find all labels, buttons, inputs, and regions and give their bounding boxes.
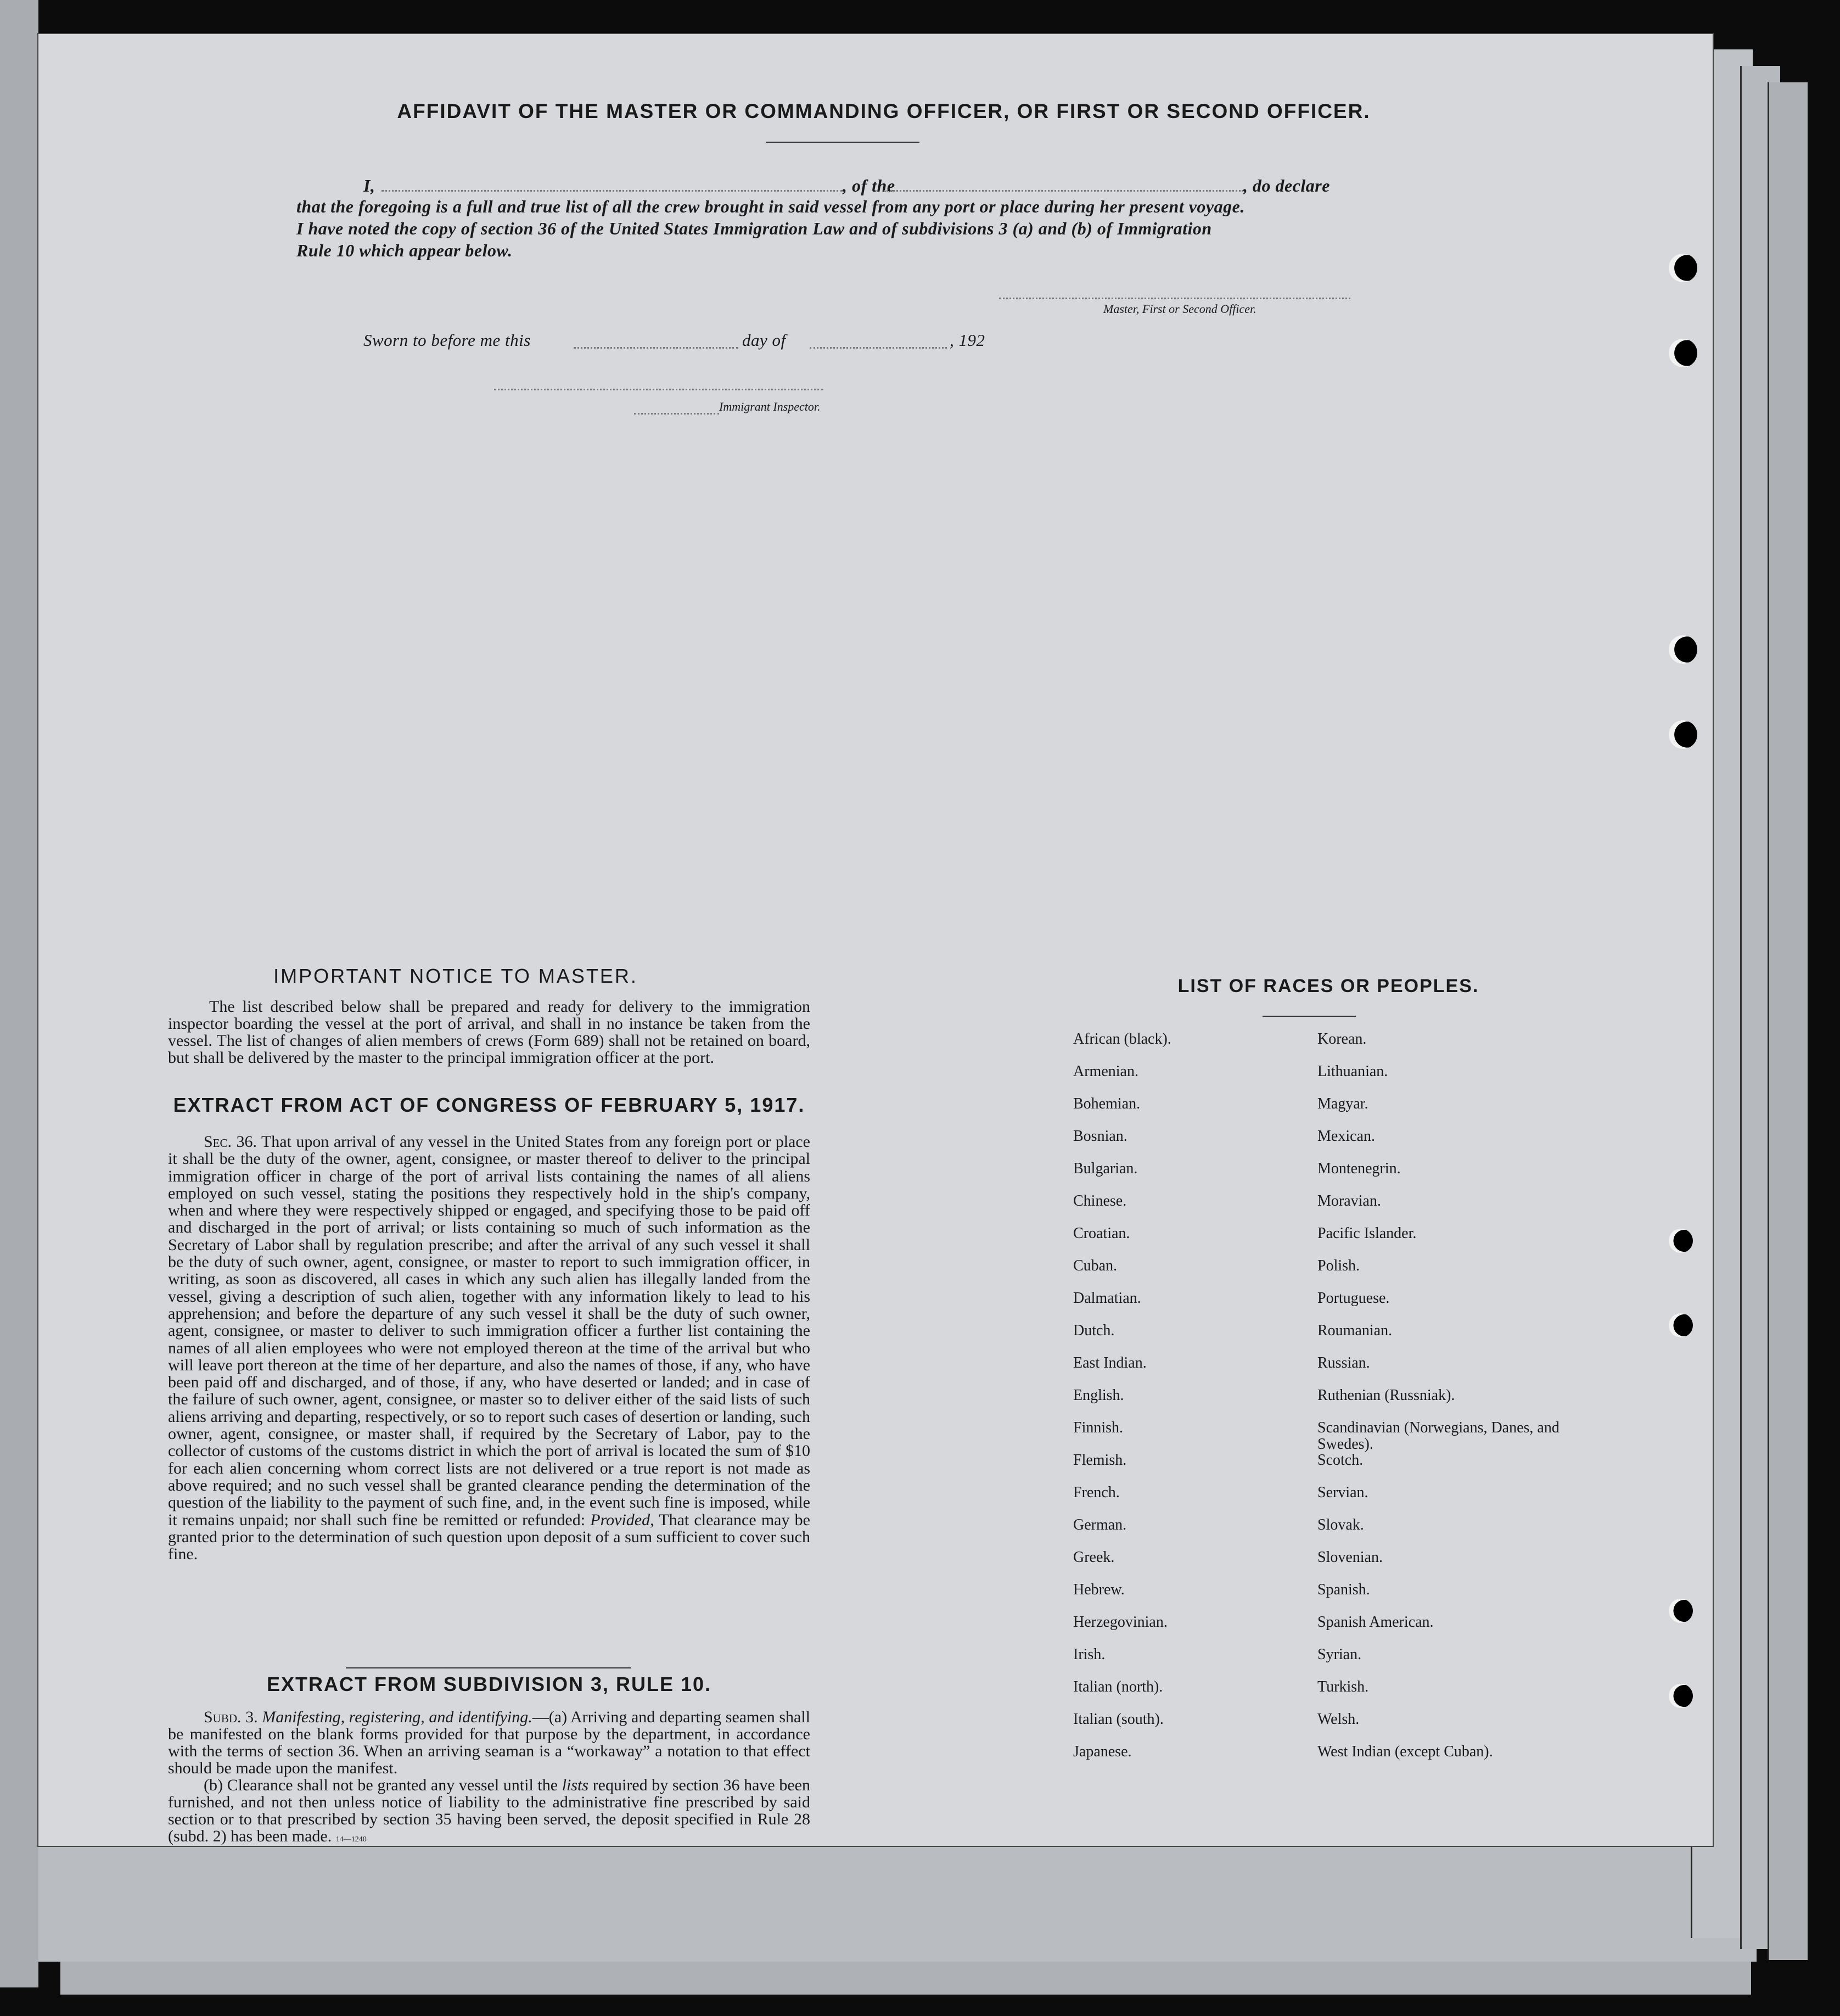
underlying-page-bottom-edge: [38, 1834, 1757, 1962]
affidavit-declare-label: , do declare: [1243, 176, 1330, 195]
race-item: Finnish.: [1073, 1419, 1124, 1436]
race-item: Syrian.: [1317, 1646, 1362, 1663]
races-title-rule: [1263, 1016, 1356, 1017]
race-item: Greek.: [1073, 1549, 1115, 1566]
race-item: Slovak.: [1317, 1516, 1364, 1533]
race-item: Bosnian.: [1073, 1128, 1127, 1145]
underlying-page-right-3: [1768, 82, 1808, 1960]
race-item: Chinese.: [1073, 1192, 1127, 1209]
race-item: Italian (north).: [1073, 1678, 1163, 1695]
sworn-month-blank[interactable]: [810, 347, 947, 349]
binder-hole: [1669, 1599, 1693, 1623]
section-36-body: That upon arrival of any vessel in the United States from any foreign port or place it shall be the duty of the owner, agent, consignee, or master thereof to deliver to the principal immigration officer in charge of the port of arrival lists containing the names of all aliens employed on such vessel, stating the positions they respectively hold in the ship's company, when and where they were respectively shipped or engaged, and specifying those to be paid off and discharged in the port of arrival; or lists containing so much of such information as the Secretary of Labor shall by regulation prescribe; and after the arrival of any such vessel it shall be the duty of such owner, agent, consignee, or master to report to such immigration officer, in writing, as soon as discovered, all cases in which any such alien has illegally landed from the vessel, giving a description of such alien, together with any information likely to lead to his apprehension; and before the departure of any such vessel it shall be the duty of such owner, agent, consignee, or master to deliver to such immigration officer a further list containing the names of all alien employees who were not employed thereon at the time of the arrival but who will leave port thereon at the time of her departure, and also the names of those, if any, who have been paid off and discharged, and of those, if any, who have deserted or landed; and in case of the failure of such owner, agent, consignee, or master so to deliver either of the said lists of such aliens arriving and departing, respectively, or so to report such cases of desertion or landing, such owner, agent, consignee, or master shall, if required by the Secretary of Labor, pay to the collector of customs of the customs district in which the port of arrival is located the sum of $10 for each alien concerning whom correct lists are not delivered or a true report is not made as above required; and no such vessel shall be granted clearance pending the determination of the question of the liability to the payment of such fine, and, in the event such fine is imposed, while it remains unpaid; nor shall such fine be remitted or refunded:: [168, 1133, 810, 1529]
race-item: Bohemian.: [1073, 1095, 1141, 1112]
race-item: Russian.: [1317, 1354, 1370, 1371]
race-item: Roumanian.: [1317, 1322, 1393, 1339]
race-item: West Indian (except Cuban).: [1317, 1743, 1493, 1760]
race-item: Bulgarian.: [1073, 1160, 1138, 1177]
race-item: Servian.: [1317, 1484, 1368, 1501]
race-item: Ruthenian (Russniak).: [1317, 1387, 1455, 1404]
affidavit-of-the-label: , of the: [843, 176, 895, 195]
provided-label: Provided,: [590, 1510, 654, 1529]
race-item: Korean.: [1317, 1031, 1367, 1048]
race-item: Japanese.: [1073, 1743, 1132, 1760]
binder-hole: [1669, 339, 1697, 367]
subd-label: Subd. 3.: [204, 1708, 258, 1726]
affidavit-i-label: I,: [363, 176, 375, 195]
subd-para-b-lists: lists: [562, 1776, 589, 1794]
affidavit-line-3: I have noted the copy of section 36 of the United States Immigration Law and of subdivisions 3 (a) and (b) of Immigration: [296, 219, 1212, 238]
master-signature-line[interactable]: [999, 298, 1350, 299]
inspector-label: Immigrant Inspector.: [719, 400, 821, 413]
race-item: Hebrew.: [1073, 1581, 1125, 1598]
name-blank[interactable]: [382, 190, 843, 192]
vessel-blank[interactable]: [884, 190, 1243, 192]
race-item: Irish.: [1073, 1646, 1106, 1663]
binder-hole: [1669, 1684, 1693, 1708]
race-item: Turkish.: [1317, 1678, 1369, 1695]
extract-act-title: EXTRACT FROM ACT OF CONGRESS OF FEBRUARY 5, 1917.: [173, 1094, 805, 1116]
race-item: Moravian.: [1317, 1192, 1381, 1209]
extract-rule-divider: [346, 1667, 631, 1668]
inspector-signature-line[interactable]: [494, 389, 823, 390]
race-item: Dutch.: [1073, 1322, 1115, 1339]
race-item: Polish.: [1317, 1257, 1360, 1274]
subd-para-a: —(a) Arriving and departing seamen shall be manifested on the blank forms provided for that purpose by the department, in accordance with the terms of section 36. When an arriving seaman is a “workaway” a notation to that effect should be made upon the manifest.: [168, 1708, 810, 1777]
section-36-text: [168, 1133, 810, 1563]
race-item: Portuguese.: [1317, 1290, 1390, 1307]
races-left-column: [1073, 1031, 1293, 1776]
race-item: English.: [1073, 1387, 1124, 1404]
sworn-day-blank[interactable]: [574, 347, 738, 349]
binder-hole: [1669, 720, 1697, 749]
underlying-page-left: [0, 0, 38, 1987]
race-item: Magyar.: [1317, 1095, 1368, 1112]
notice-body: The list described below shall be prepared and ready for delivery to the immigration inspector boarding the vessel at the port of arrival, and shall in no instance be taken from the vessel. The list of changes of alien members of crews (Form 689) shall not be retained on board, but shall be delivered by the master to the principal immigration officer at the port.: [168, 998, 810, 1067]
subd-para-b-start: (b) Clearance shall not be granted any vessel until the: [204, 1776, 558, 1794]
race-item: Welsh.: [1317, 1711, 1360, 1728]
race-item: Slovenian.: [1317, 1549, 1383, 1566]
race-item: Dalmatian.: [1073, 1290, 1141, 1307]
notice-title: IMPORTANT NOTICE TO MASTER.: [273, 965, 638, 987]
subd-para-b-end: required by section 36 have been furnished, and not then unless notice of liability to the administrative fine prescribed by said section or to that prescribed by section 35 having been served, the deposit specified in Rule 28 (subd. 2) has been made.: [168, 1776, 810, 1845]
year-label: , 192: [950, 331, 985, 350]
race-item: Scandinavian (Norwegians, Danes, and Swedes).: [1317, 1419, 1559, 1453]
extract-rule-title: EXTRACT FROM SUBDIVISION 3, RULE 10.: [266, 1673, 712, 1695]
race-item: Mexican.: [1317, 1128, 1375, 1145]
race-item: Pacific Islander.: [1317, 1225, 1417, 1242]
binder-hole: [1669, 254, 1697, 282]
race-item: East Indian.: [1073, 1354, 1147, 1371]
affidavit-line-4: Rule 10 which appear below.: [296, 240, 513, 260]
binder-hole: [1669, 635, 1697, 664]
race-item: Herzegovinian.: [1073, 1614, 1168, 1631]
inspector-signature-line-2: [634, 413, 719, 415]
race-item: Montenegrin.: [1317, 1160, 1401, 1177]
race-item: Croatian.: [1073, 1225, 1130, 1242]
race-item: Flemish.: [1073, 1452, 1127, 1469]
race-item: Lithuanian.: [1317, 1063, 1388, 1080]
race-item: Scotch.: [1317, 1452, 1364, 1469]
race-item: Armenian.: [1073, 1063, 1138, 1080]
master-signature-label: Master, First or Second Officer.: [1103, 302, 1256, 316]
race-item: Spanish American.: [1317, 1614, 1434, 1631]
races-title: LIST OF RACES OR PEOPLES.: [1177, 976, 1479, 996]
document-page: [37, 33, 1714, 1847]
section-36-label: Sec. 36.: [204, 1133, 257, 1151]
race-item: Spanish.: [1317, 1581, 1370, 1598]
race-item: French.: [1073, 1484, 1120, 1501]
subdivision-text: [168, 1709, 810, 1848]
race-item: Italian (south).: [1073, 1711, 1164, 1728]
sworn-label: Sworn to before me this: [363, 331, 531, 350]
races-right-column: [1317, 1031, 1603, 1776]
affidavit-title: AFFIDAVIT OF THE MASTER OR COMMANDING OFFICER, OR FIRST OR SECOND OFFICER.: [397, 100, 1371, 122]
affidavit-line-2: that the foregoing is a full and true list of all the crew brought in said vessel from any port or place during her present voyage.: [296, 197, 1245, 216]
title-rule: [766, 142, 919, 143]
day-of-label: day of: [742, 331, 786, 350]
subd-heading: Manifesting, registering, and identifying.: [262, 1708, 532, 1726]
race-item: African (black).: [1073, 1031, 1171, 1048]
section-36-body-end: That clearance may be granted prior to the determination of such question upon deposit of a sum sufficient to cover such fine.: [168, 1510, 810, 1564]
race-item: German.: [1073, 1516, 1127, 1533]
race-item: Cuban.: [1073, 1257, 1118, 1274]
binder-hole: [1669, 1313, 1693, 1337]
form-number: 14—1240: [335, 1835, 367, 1844]
binder-hole: [1669, 1229, 1693, 1253]
